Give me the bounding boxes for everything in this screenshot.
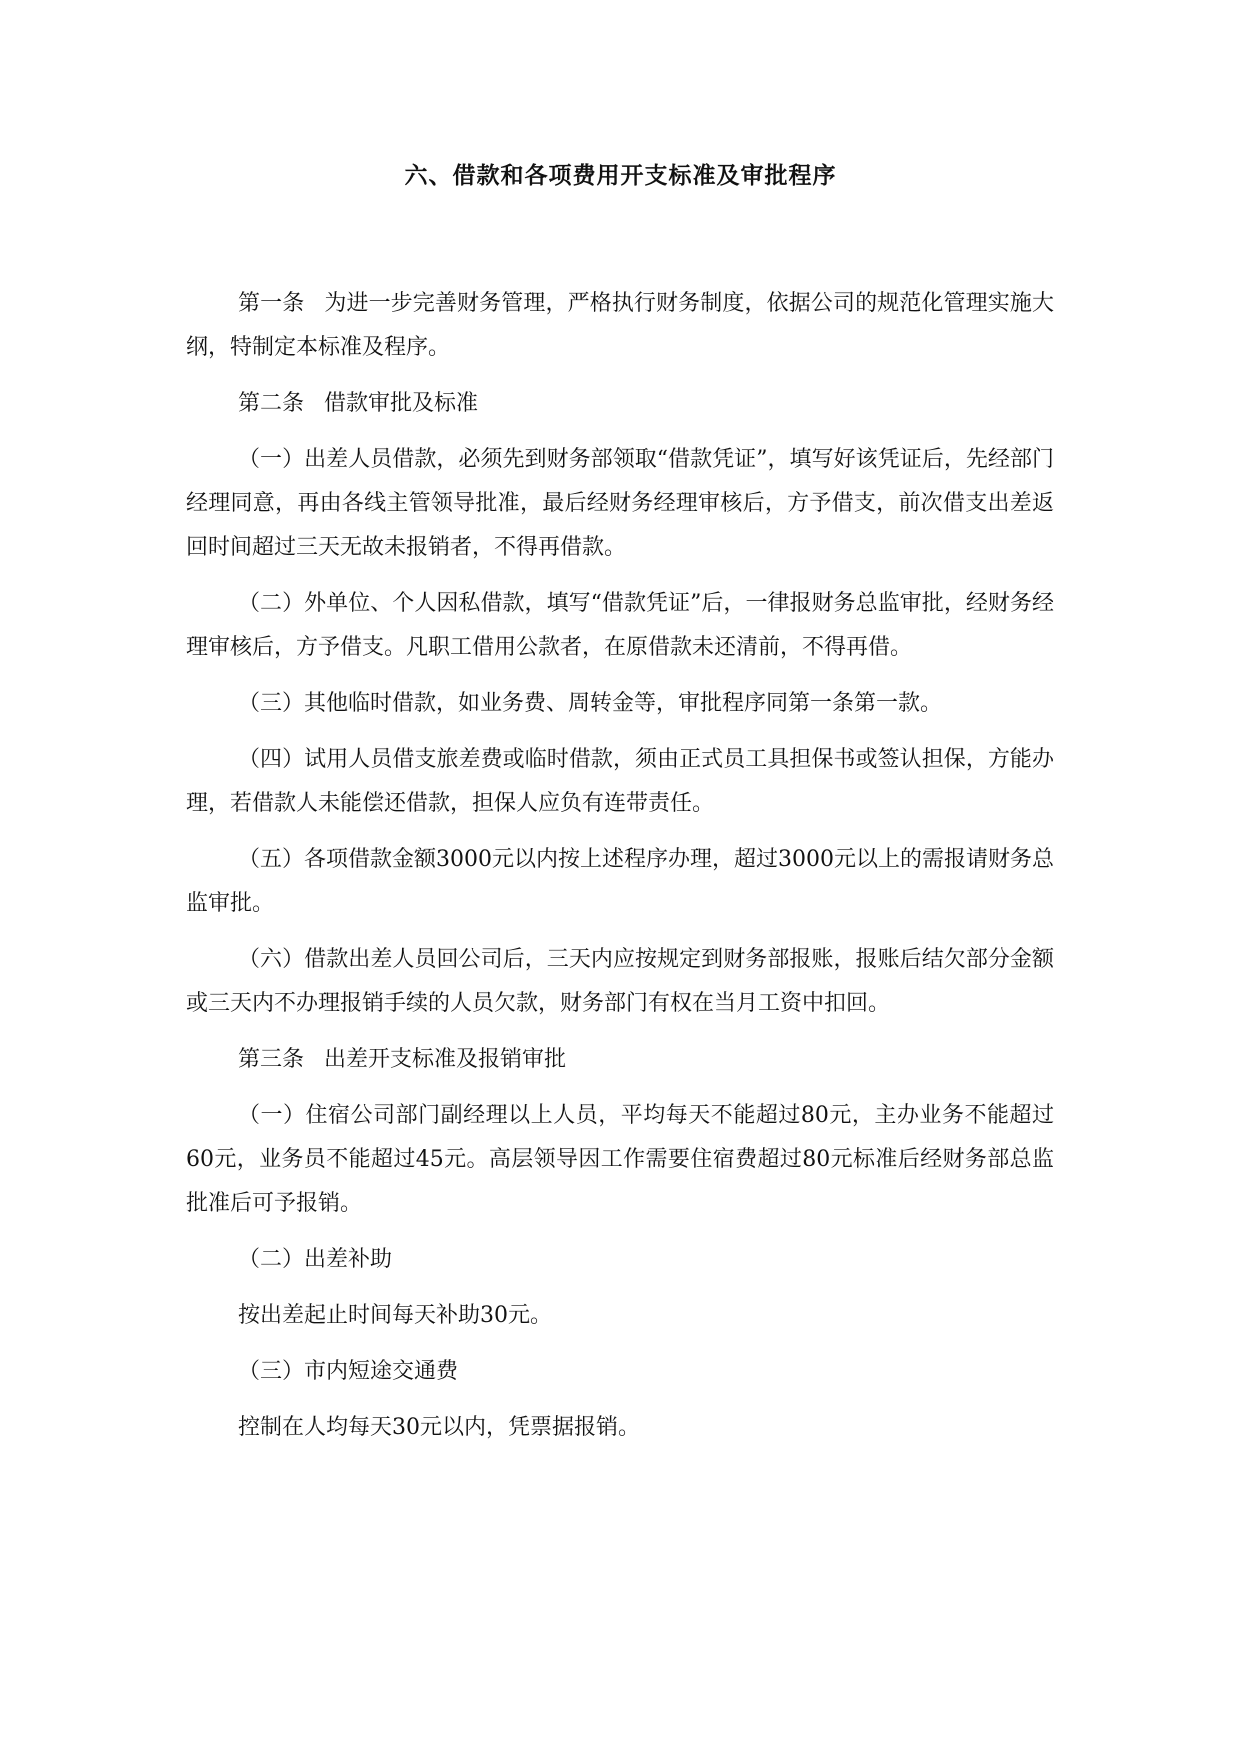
article-label: 第一条 bbox=[238, 291, 305, 316]
paragraph-text: 出差开支标准及报销审批 bbox=[324, 1047, 567, 1072]
article-label: 第二条 bbox=[238, 391, 305, 416]
paragraph-clause: （三）其他临时借款，如业务费、周转金等，审批程序同第一条第一款。 bbox=[238, 691, 943, 716]
paragraph-clause: （一）住宿公司部门副经理以上人员，平均每天不能超过80元，主办业务不能超过60元，业务员不能超过45元。高层领导因工作需要住宿费超过80元标准后经财务部总监批准后可予报销。 bbox=[186, 1103, 1054, 1216]
paragraph-clause: 按出差起止时间每天补助30元。 bbox=[238, 1303, 552, 1328]
paragraph-clause: （四）试用人员借支旅差费或临时借款，须由正式员工具担保书或签认担保，方能办理，若借款人未能偿还借款，担保人应负有连带责任。 bbox=[186, 747, 1054, 816]
paragraph-clause: （二）外单位、个人因私借款，填写“借款凭证”后，一律报财务总监审批，经财务经理审核后，方予借支。凡职工借用公款者，在原借款未还清前，不得再借。 bbox=[186, 591, 1054, 660]
paragraph-clause: （五）各项借款金额3000元以内按上述程序办理，超过3000元以上的需报请财务总监审批。 bbox=[186, 847, 1054, 916]
document-title: 六、借款和各项费用开支标准及审批程序 bbox=[404, 163, 837, 189]
paragraph-clause: （二）出差补助 bbox=[238, 1247, 393, 1272]
paragraph-article-1 bbox=[186, 282, 1054, 370]
paragraph-text: 借款审批及标准 bbox=[324, 391, 479, 416]
paragraph-clause: （三）市内短途交通费 bbox=[238, 1359, 459, 1384]
paragraph-clause: （六）借款出差人员回公司后，三天内应按规定到财务部报账，报账后结欠部分金额或三天内不办理报销手续的人员欠款，财务部门有权在当月工资中扣回。 bbox=[186, 947, 1054, 1016]
paragraph-clause: （一）出差人员借款，必须先到财务部领取“借款凭证”，填写好该凭证后，先经部门经理同意，再由各线主管领导批准，最后经财务经理审核后，方予借支，前次借支出差返回时间超过三天无故未报销者，不得再借款。 bbox=[186, 447, 1054, 560]
paragraph-clause: 控制在人均每天30元以内，凭票据报销。 bbox=[238, 1415, 640, 1440]
paragraph-article-3 bbox=[186, 1038, 1054, 1082]
paragraph-text: 为进一步完善财务管理，严格执行财务制度，依据公司的规范化管理实施大纲，特制定本标准及程序。 bbox=[186, 291, 1054, 360]
article-label: 第三条 bbox=[238, 1047, 305, 1072]
paragraph-article-2 bbox=[186, 382, 1054, 426]
document-body bbox=[186, 282, 1054, 1462]
